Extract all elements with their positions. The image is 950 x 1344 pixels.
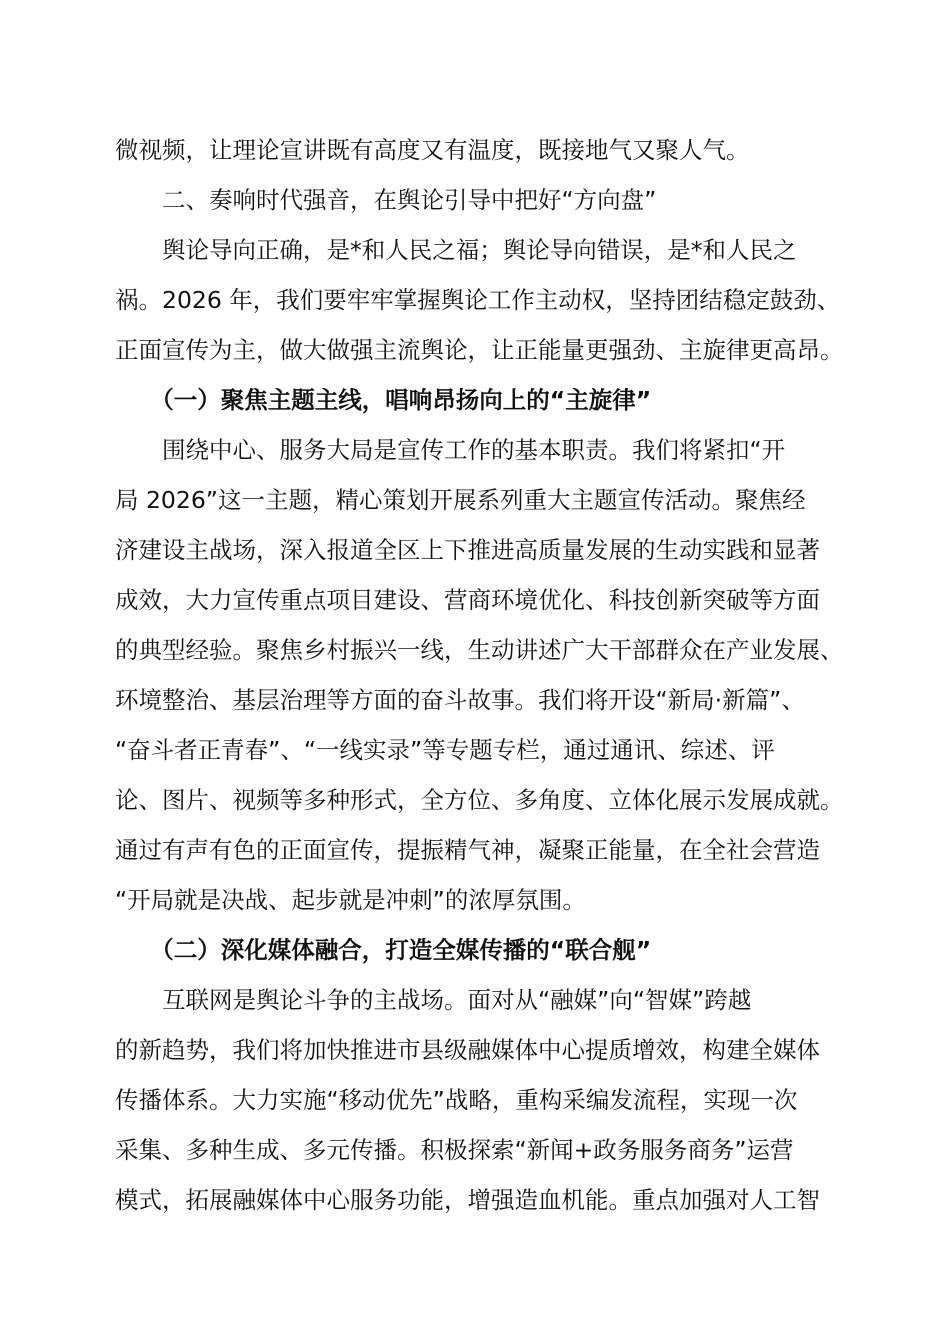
section-heading: 二、奏响时代强音，在舆论引导中把好“方向盘”	[115, 186, 657, 214]
body-text-line: 的典型经验。聚焦乡村振兴一线，生动讲述广大干部群众在产业发展、	[115, 636, 844, 664]
body-text-line: 采集、多种生成、多元传播。积极探索“新闻+政务服务商务”运营	[115, 1136, 794, 1164]
body-text-line: 舆论导向正确，是*和人民之福；舆论导向错误，是*和人民之	[115, 236, 797, 264]
body-text-line: 局 2026”这一主题，精心策划开展系列重大主题宣传活动。聚焦经	[115, 486, 806, 514]
body-text-line: 通过有声有色的正面宣传，提振精气神，凝聚正能量，在全社会营造	[115, 836, 820, 864]
body-text-line: 祸。2026 年，我们要牢牢掌握舆论工作主动权，坚持团结稳定鼓劲、	[115, 286, 841, 314]
body-text-line: 成效，大力宣传重点项目建设、营商环境优化、科技创新突破等方面	[115, 586, 820, 614]
body-text-line: 互联网是舆论斗争的主战场。面对从“融媒”向“智媒”跨越	[115, 986, 752, 1014]
subsection-heading: （一）聚焦主题主线，唱响昂扬向上的“主旋律”	[115, 386, 652, 414]
body-text-line: “奋斗者正青春”、“一线实录”等专题专栏，通过通讯、综述、评	[115, 736, 775, 764]
body-text-line: “开局就是决战、起步就是冲刺”的浓厚氛围。	[115, 886, 586, 914]
body-text-line: 围绕中心、服务大局是宣传工作的基本职责。我们将紧扣“开	[115, 436, 786, 464]
body-text-line: 论、图片、视频等多种形式，全方位、多角度、立体化展示发展成就。	[115, 786, 844, 814]
body-text-line: 济建设主战场，深入报道全区上下推进高质量发展的生动实践和显著	[115, 536, 820, 564]
body-text-line: 环境整治、基层治理等方面的奋斗故事。我们将开设“新局·新篇”、	[115, 686, 805, 714]
body-text-line: 传播体系。大力实施“移动优先”战略，重构采编发流程，实现一次	[115, 1086, 798, 1114]
body-text-line: 微视频，让理论宣讲既有高度又有温度，既接地气又聚人气。	[115, 136, 750, 164]
body-text-line: 正面宣传为主，做大做强主流舆论，让正能量更强劲、主旋律更高昂。	[115, 336, 844, 364]
body-text-line: 模式，拓展融媒体中心服务功能，增强造血机能。重点加强对人工智	[115, 1186, 820, 1214]
body-text-line: 的新趋势，我们将加快推进市县级融媒体中心提质增效，构建全媒体	[115, 1036, 820, 1064]
subsection-heading: （二）深化媒体融合，打造全媒传播的“联合舰”	[115, 936, 652, 964]
